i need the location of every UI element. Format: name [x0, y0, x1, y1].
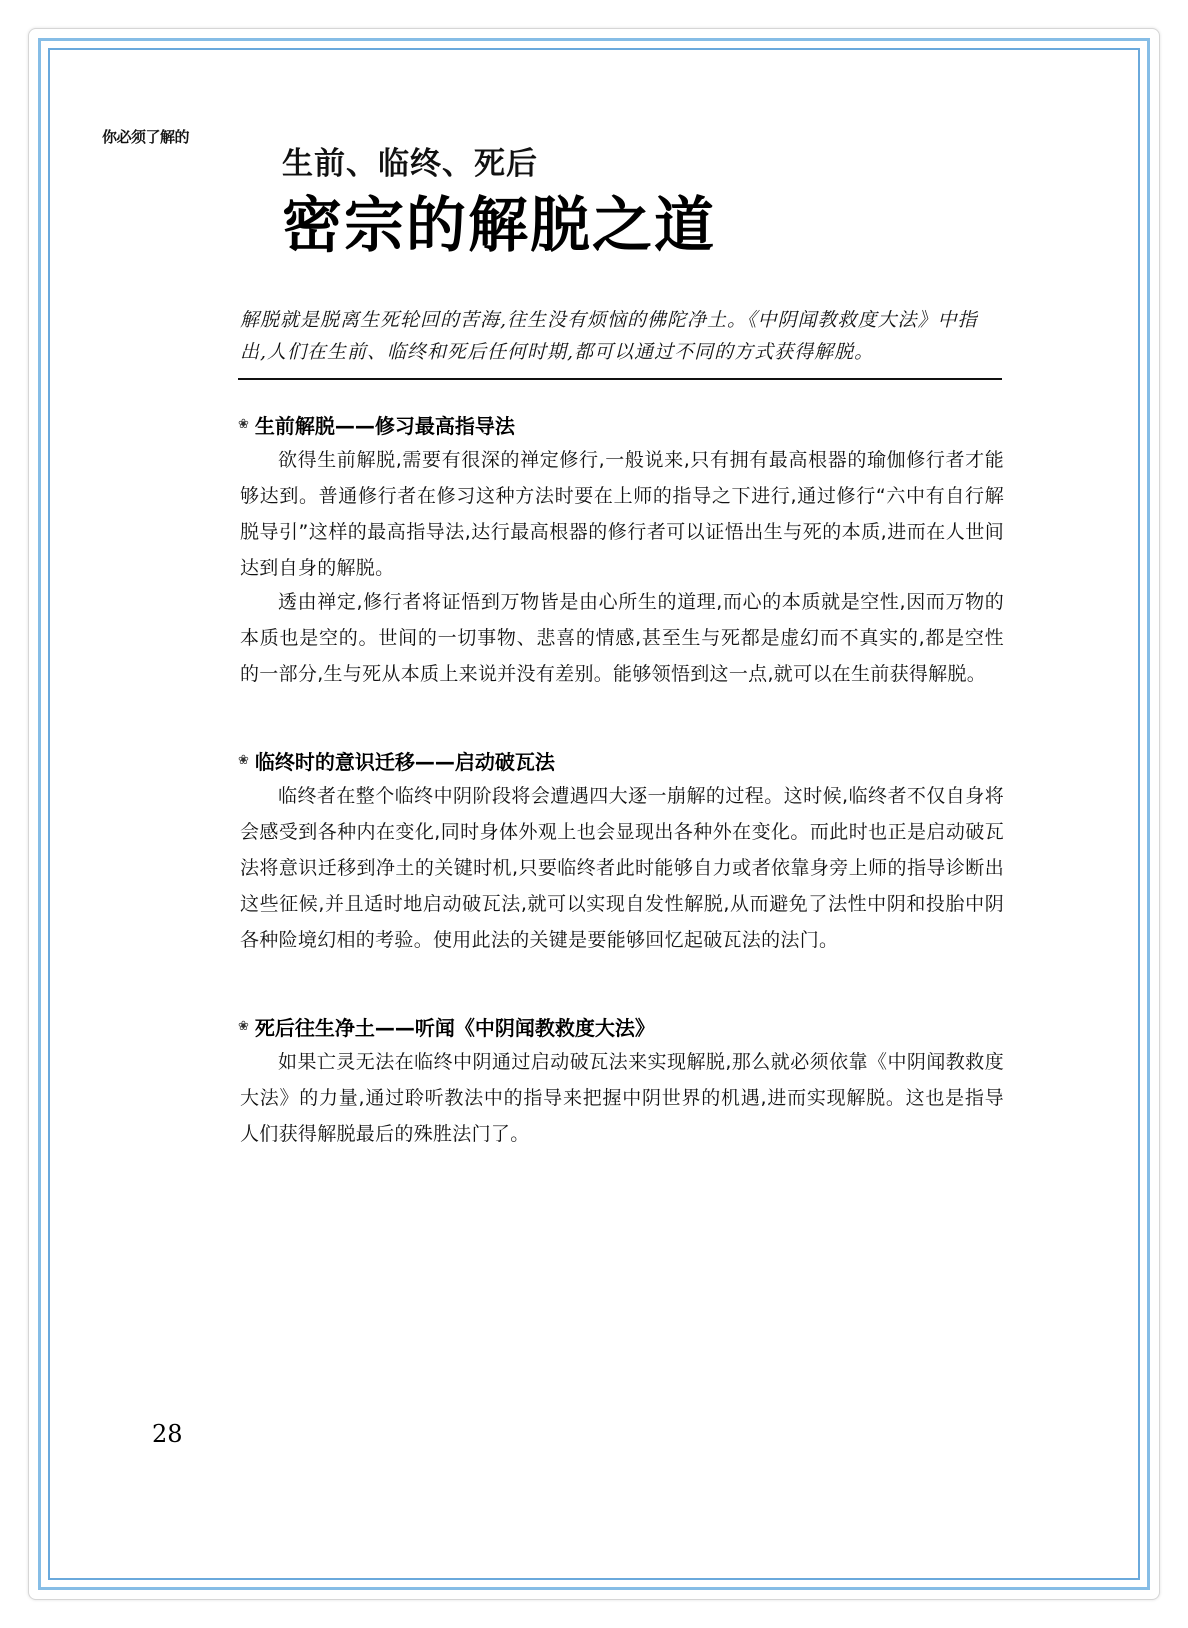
section-heading-2-text: 临终时的意识迁移——启动破瓦法	[254, 750, 555, 774]
page-number: 28	[152, 1420, 183, 1448]
intro-paragraph: 解脱就是脱离生死轮回的苦海,往生没有烦恼的佛陀净土。《中阴闻教救度大法》中指出,人们在生前、临终和死后任何时期,都可以通过不同的方式获得解脱。	[240, 309, 978, 363]
section-3-paragraph-1: 如果亡灵无法在临终中阴通过启动破瓦法来实现解脱,那么就必须依靠《中阴闻教救度大法》的力量,通过聆听教法中的指导来把握中阴世界的机遇,进而实现解脱。这也是指导人们获得解脱最后的殊胜法门了。	[240, 1051, 1004, 1145]
flower-bullet-icon: ❀	[238, 417, 249, 432]
section-heading-3	[238, 1012, 655, 1041]
section-heading-1-text: 生前解脱——修习最高指导法	[254, 414, 515, 438]
section-2-paragraph-1: 临终者在整个临终中阴阶段将会遭遇四大逐一崩解的过程。这时候,临终者不仅自身将会感受到各种内在变化,同时身体外观上也会显现出各种外在变化。而此时也正是启动破瓦法将意识迁移到净土的关键时机,只要临终者此时能够自力或者依靠身旁上师的指导诊断出这些征候,并且适时地启动破瓦法,就可以实现自发性解脱,从而避免了法性中阴和投胎中阴各种险境幻相的考验。使用此法的关键是要能够回忆起破瓦法的法门。	[240, 785, 1004, 951]
series-label: 你必须了解的	[102, 128, 190, 146]
flower-bullet-icon: ❀	[238, 1019, 249, 1034]
section-1-paragraph-1: 欲得生前解脱,需要有很深的禅定修行,一般说来,只有拥有最高根器的瑜伽修行者才能够达到。普通修行者在修习这种方法时要在上师的指导之下进行,通过修行“六中有自行解脱导引”这样的最高指导法,达行最高根器的修行者可以证悟出生与死的本质,进而在人世间达到自身的解脱。	[240, 449, 1004, 579]
intro-divider	[238, 378, 1002, 380]
flower-bullet-icon: ❀	[238, 753, 249, 768]
section-heading-1	[238, 410, 515, 439]
section-heading-2	[238, 746, 555, 775]
page-subtitle: 生前、临终、死后	[282, 146, 538, 182]
page-title: 密宗的解脱之道	[282, 191, 716, 261]
section-heading-3-text: 死后往生净土——听闻《中阴闻教救度大法》	[254, 1016, 655, 1040]
section-1-paragraph-2: 透由禅定,修行者将证悟到万物皆是由心所生的道理,而心的本质就是空性,因而万物的本质也是空的。世间的一切事物、悲喜的情感,甚至生与死都是虚幻而不真实的,都是空性的一部分,生与死从本质上来说并没有差别。能够领悟到这一点,就可以在生前获得解脱。	[240, 591, 1004, 685]
